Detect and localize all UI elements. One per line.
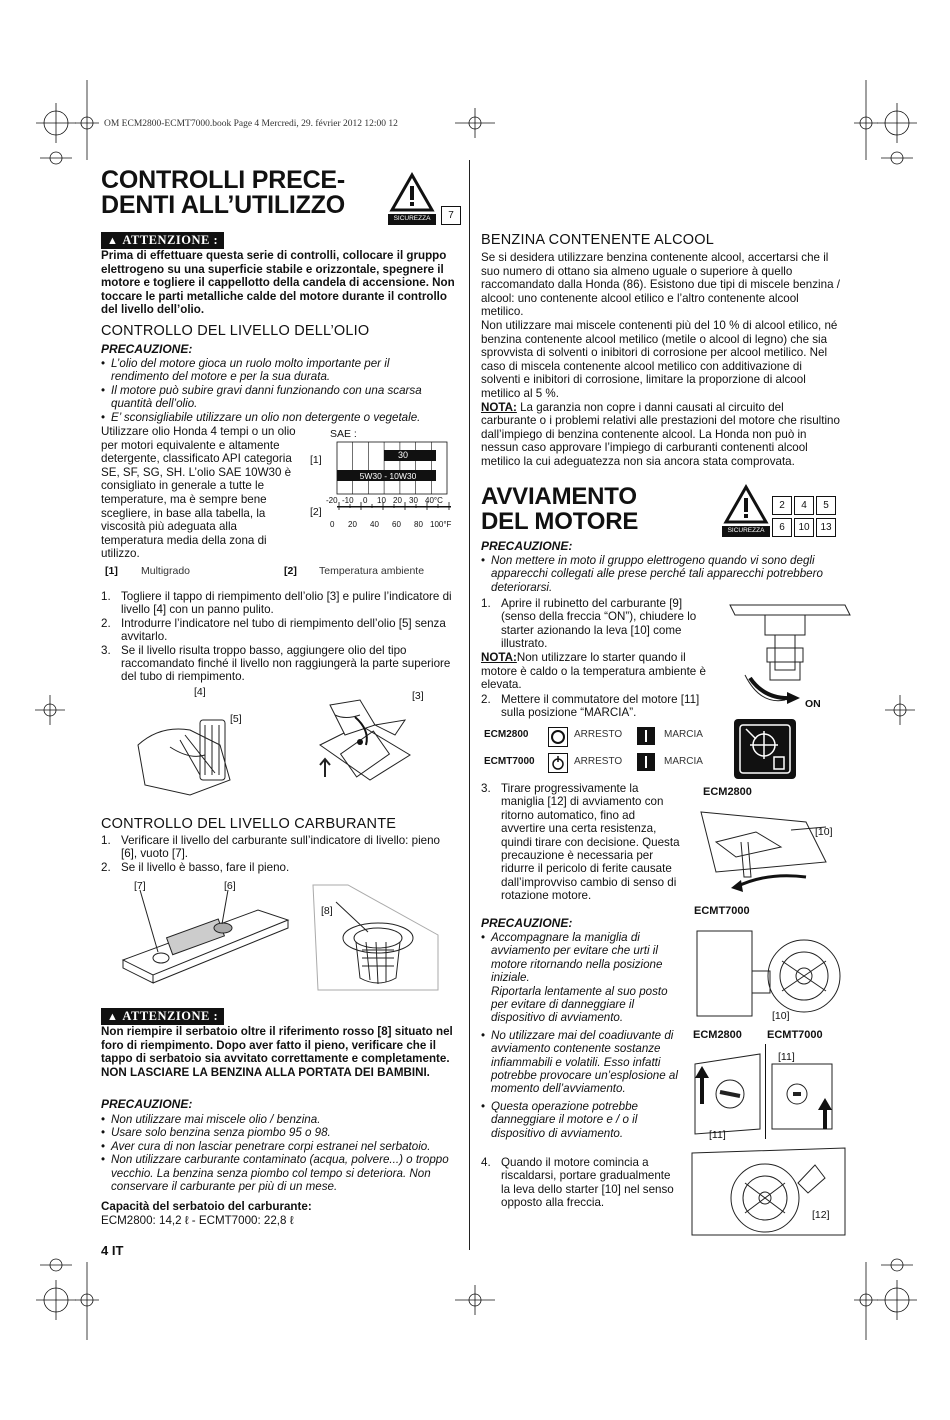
fuel-cock-illustration [725, 600, 855, 715]
celsius-ticks [326, 496, 461, 506]
tick-label: 0 [363, 496, 368, 505]
tick-label: 0 [330, 520, 335, 529]
safety-page-ref: 5 [816, 496, 836, 515]
list-item [101, 590, 461, 617]
list-item: • Aver cura di non lasciar penetrare corpi estranei nel serbatoio. [101, 1140, 461, 1153]
paragraph: Se si desidera utilizzare benzina contenente alcool, accertarsi che il suo numero di ottano sia almeno uguale o superiore à quello raccomandato dalla Honda (86). Esistono due tipi di miscele benzina / alcool: uno contenente alcool etilico e l’altro contenente alcool metilico. [481, 251, 840, 319]
step-number: 3. [101, 643, 111, 657]
step-number: 1. [101, 834, 111, 847]
start-precaution-list [481, 554, 841, 594]
warning-badge-2 [101, 1007, 224, 1025]
list-item: • No utilizzare mai del coadiuvante di avviamento contenente sostanze infiammabili e volatili. Esso infatti potrebbe provocare un’esplosione al momento dell’avviamento. [481, 1029, 681, 1096]
tick-label: 10 [377, 496, 386, 505]
column-divider [469, 160, 470, 1250]
callout-4: [4] [194, 686, 206, 698]
tick-label: 20 [393, 496, 402, 505]
callout-12: [12] [812, 1209, 830, 1221]
fuel-heading: CONTROLLO DEL LIVELLO CARBURANTE [101, 816, 397, 832]
sae-viscosity-chart [308, 428, 458, 538]
paragraph: Non utilizzare mai miscele contenenti più del 10 % di alcool etilico, né benzina contenente alcool metilico (metile o alcool di legno) che sia sprovvista di solventi o inibitori di corrosione per alcool metilico. Nel caso di miscela contenente alcool metilico con additivazione di solventi e inibitori di corrosione, limitare la proporzione di alcool metilico al 5 %. [481, 318, 838, 400]
tick-label: 60 [392, 520, 401, 529]
fig-model-label: ECMT7000 [767, 1029, 823, 1041]
list-item: • L’olio del motore gioca un ruolo molto importante per il rendimento del motore e per la sua durata. [101, 357, 446, 384]
fuel-precaution-title: PRECAUZIONE: [101, 1097, 193, 1111]
safety-page-ref: 10 [794, 518, 814, 537]
switch-on-label: MARCIA [664, 729, 703, 740]
legend-key: [1] [105, 565, 118, 577]
callout-6: [6] [224, 880, 236, 892]
list-item: • Non mettere in moto il gruppo elettrogeno quando vi sono degli apparecchi collegati alle prese perché tali apparecchi potrebbero deteriorarsi. [481, 554, 841, 594]
capacity-title: Capacità del serbatoio del carburante: [101, 1200, 312, 1213]
page-title [101, 168, 371, 218]
oil-steps [101, 590, 461, 684]
callout-5: [5] [230, 713, 242, 725]
note-label: NOTA: [481, 400, 517, 414]
callout-2: [2] [310, 506, 322, 518]
step-number: 2. [101, 616, 111, 630]
switch-model: ECMT7000 [484, 756, 535, 767]
safety-label: SICUREZZA [393, 215, 431, 222]
choke-symbol-icon [734, 719, 796, 779]
engine-switch-table [484, 725, 724, 777]
step-number: 3. [481, 782, 491, 795]
title-line-2: DENTI ALL’UTILIZZO [101, 191, 346, 219]
safety-page-ref: 2 [772, 496, 792, 515]
step-number: 4. [481, 1156, 491, 1169]
warning-triangle-icon: ▲ [107, 1011, 119, 1023]
list-item: • Il motore può subire gravi danni funzionando con una scarsa quantità dell’olio. [101, 384, 446, 411]
bullet-text: Accompagnare la maniglia di avviamento per evitare che urti il motore ritornando nella posizione iniziale. [491, 931, 663, 985]
safety-page-ref: 13 [816, 518, 836, 537]
ecmt7000-choke-illustration [692, 921, 852, 1021]
list-item [481, 597, 711, 651]
tick-label: -10 [342, 496, 354, 505]
note-label: NOTA: [481, 651, 517, 664]
step-text: Se il livello risulta troppo basso, aggiungere olio del tipo raccomandato finché il livello non raggiungerà la parte superiore del tubo di riempimento. [121, 643, 451, 684]
chart-legend [101, 565, 461, 579]
callout-7: [7] [134, 880, 146, 892]
safety-label: SICUREZZA [727, 527, 765, 534]
warning-text-children: NON LASCIARE LA BENZINA ALLA PORTATA DEI BAMBINI. [101, 1065, 430, 1079]
warning-triangle-icon: ▲ [107, 235, 119, 247]
on-symbol-icon [637, 753, 655, 771]
step-number: 1. [481, 597, 491, 610]
switch-model: ECM2800 [484, 729, 529, 740]
sae-bar-30: 30 [393, 450, 413, 460]
oil-heading: CONTROLLO DEL LIVELLO DELL’OLIO [101, 323, 370, 339]
capacity-value: ECM2800: 14,2 ℓ - ECMT7000: 22,8 ℓ [101, 1214, 294, 1227]
warning-badge-text: ATTENZIONE : [122, 233, 219, 247]
tick-label: 80 [414, 520, 423, 529]
start-precaution-title: PRECAUZIONE: [481, 539, 573, 553]
switch-on-label: MARCIA [664, 756, 703, 767]
callout-11: [11] [778, 1051, 795, 1063]
warning-text-1: Prima di effettuare questa serie di controlli, collocare il gruppo elettrogeno su una superficie stabile e orizzontale, spegnere il motore e togliere il cappellotto della candela di accensione. Non toccare le parti metalliche calde del motore durante il controllo del livello dell’olio. [101, 249, 455, 317]
warning-badge-text: ATTENZIONE : [122, 1009, 219, 1023]
callout-8: [8] [321, 905, 333, 917]
step-text: Quando il motore comincia a riscaldarsi, portare gradualmente la leva dello starter [10] nel senso opposto alla freccia. [501, 1156, 674, 1210]
list-item [101, 834, 451, 861]
start-precaution2-title: PRECAUZIONE: [481, 916, 573, 930]
file-header: OM ECM2800-ECMT7000.book Page 4 Mercredi, 29. février 2012 12:00 12 [104, 119, 398, 129]
ecm2800-switch-illustration [690, 1044, 766, 1139]
step-text: Introdurre l’indicatore nel tubo di riempimento dell’olio [5] senza avvitarlo. [121, 616, 446, 644]
on-label: ON [805, 698, 821, 710]
list-item [481, 782, 681, 903]
oil-fill-illustration [130, 685, 440, 805]
fig-model-label: ECM2800 [703, 786, 752, 798]
step-text: Aprire il rubinetto del carburante [9] (senso della freccia “ON”), chiudere lo starter azionando la leva [10] come illustrato. [501, 597, 697, 651]
on-symbol-icon [637, 727, 655, 745]
start-step-1 [481, 597, 711, 651]
note-text: Non utilizzare lo starter quando il motore è caldo o la temperatura ambiente è elevata. [481, 651, 706, 692]
list-item: • Questa operazione potrebbe danneggiare il motore e / o il dispositivo di avviamento. [481, 1100, 681, 1140]
fuel-gauge-illustration [118, 880, 448, 1000]
tick-label: 40 [370, 520, 379, 529]
safety-warning-icon [722, 484, 770, 538]
tick-label: 40°C [425, 496, 443, 505]
sae-label: SAE : [330, 428, 357, 440]
safety-page-ref: 7 [441, 206, 461, 225]
list-item: • Non utilizzare mai miscele olio / benzina. [101, 1113, 461, 1126]
fahrenheit-ticks [330, 520, 465, 530]
legend-value: Multigrado [141, 565, 191, 577]
list-item [101, 861, 451, 874]
tick-label: 20 [348, 520, 357, 529]
callout-10: [10] [772, 1010, 790, 1022]
start-step-4 [481, 1156, 681, 1210]
step-text: Mettere il commutatore del motore [11] sulla posizione “MARCIA”. [501, 693, 700, 720]
legend-key: [2] [284, 565, 297, 577]
tick-label: 30 [409, 496, 418, 505]
tick-label: -20 [326, 496, 338, 505]
step-number: 1. [101, 590, 111, 603]
list-item: • E’ sconsigliabile utilizzare un olio non detergente o vegetale. [101, 411, 446, 424]
start-precaution2-list [481, 931, 681, 1140]
sae-bar-multigrade: 5W30 - 10W30 [359, 471, 417, 481]
alcohol-heading: BENZINA CONTENENTE ALCOOL [481, 232, 715, 248]
start-step-2 [481, 693, 721, 720]
fig-model-label: ECMT7000 [694, 905, 750, 917]
step-number: 2. [481, 693, 491, 706]
oil-precaution-title: PRECAUZIONE: [101, 342, 193, 356]
recoil-starter-illustration [690, 1143, 850, 1238]
title-line-1: AVVIAMENTO [481, 483, 637, 510]
step-number: 2. [101, 860, 111, 874]
start-note [481, 651, 716, 692]
callout-11: [11] [709, 1129, 726, 1141]
start-title [481, 484, 711, 534]
alcohol-text [481, 251, 841, 469]
legend-value: Temperatura ambiente [319, 565, 425, 577]
step-text: Togliere il tappo di riempimento dell’olio [3] e pulire l’indicatore di livello [4] con un panno pulito. [121, 590, 452, 617]
oil-paragraph: Utilizzare olio Honda 4 tempi o un olio per motori equivalente e altamente detergente, classificato API categoria SE, SF, SG, SH. L’olio SAE 10W30 è consigliato in generale a tutte le temperature, ma è sempre bene scegliere, in base alla tabella, la viscosità più adeguata alla temperatura media della zona di utilizzo. [101, 425, 296, 561]
step-text: Se il livello è basso, fare il pieno. [121, 860, 290, 874]
list-item [481, 931, 681, 1025]
fuel-precaution-list [101, 1113, 461, 1193]
list-item [101, 644, 461, 684]
list-item [481, 693, 721, 720]
fig-model-label: ECM2800 [693, 1029, 742, 1041]
title-line-1: CONTROLLI PRECE- [101, 166, 346, 194]
page-number: 4 IT [101, 1243, 124, 1258]
warning-text: Non riempire il serbatoio oltre il riferimento rosso [8] situato nel foro di riempimento. Dopo aver fatto il pieno, verificare che il tappo di serbatoio sia avvitato correttamente e completamente. [101, 1025, 453, 1066]
title-line-2: DEL MOTORE [481, 508, 639, 535]
switch-off-label: ARRESTO [574, 756, 623, 767]
list-item [101, 617, 461, 644]
tick-label: 100°F [430, 520, 452, 529]
switch-off-label: ARRESTO [574, 729, 623, 740]
start-step-3 [481, 782, 681, 903]
list-item: • Non utilizzare carburante contaminato (acqua, polvere...) o troppo vecchio. La benzina senza piombo col tempo si deteriora. Non conservare il carburante per più di un mese. [101, 1153, 461, 1193]
bullet-text: Riportarla lentamente al suo posto per evitare di danneggiare il dispositivo di avviamento. [491, 984, 668, 1025]
oil-precaution-list [101, 357, 446, 424]
warning-text-2 [101, 1025, 461, 1079]
safety-page-ref: 4 [794, 496, 814, 515]
callout-1: [1] [310, 454, 322, 466]
warning-badge-1 [101, 231, 224, 249]
fuel-steps [101, 834, 451, 874]
off-symbol-icon [548, 727, 568, 747]
ecm2800-choke-illustration [696, 802, 846, 902]
safety-warning-icon [388, 172, 436, 226]
step-text: Verificare il livello del carburante sull’indicatore di livello: pieno [6], vuoto [7]. [121, 834, 440, 861]
callout-10: [10] [815, 826, 833, 838]
list-item: • Usare solo benzina senza piombo 95 o 98. [101, 1126, 461, 1139]
note-text: La garanzia non copre i danni causati al circuito del carburante o i problemi relativi alle prestazioni del motore che risultino dall’impiego di benzina contenente alcool. La Honda non può in nessun caso approvare l’impiego di carburanti contenenti alcool metilico la cui adeguatezza non sia ancora stata comprovata. [481, 400, 840, 468]
callout-3: [3] [412, 690, 424, 702]
step-text: Tirare progressivamente la maniglia [12] di avviamento con ritorno automatico, fino ad avvertire una certa resistenza, quindi tirare con decisione. Questa precauzione è necessaria per ridurre il pericolo di ferite causate dall’improvviso cambio di senso di rotazione motore. [501, 782, 680, 903]
alcohol-note [481, 401, 841, 469]
safety-page-ref: 6 [772, 518, 792, 537]
off-symbol-icon [548, 753, 568, 773]
list-item [481, 1156, 681, 1210]
